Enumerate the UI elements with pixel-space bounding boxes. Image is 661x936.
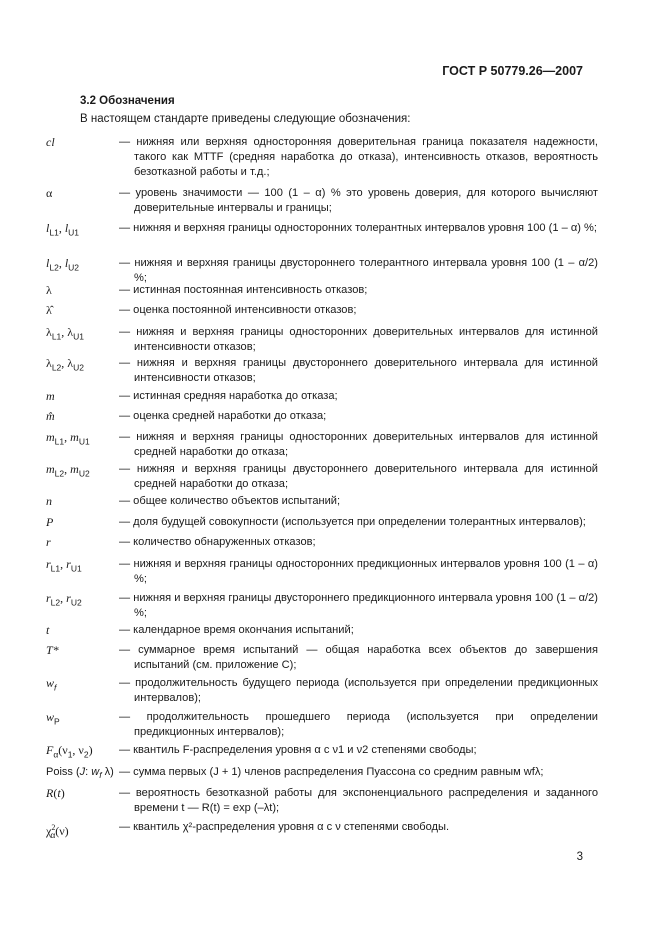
definition-text: — общее количество объектов испытаний; [119,495,341,507]
definition-symbol: $m_{L1}$, $m_{U1}$ [46,430,90,447]
definition-text: — нижняя и верхняя границы двустороннего доверительного интервала для истинной средней наработки до отказа; [119,463,598,490]
definition-text: — количество обнаруженных отказов; [119,536,316,548]
definition-symbol: λ̂ [46,303,52,317]
definition-text: — продолжительность будущего периода (используется при определении предикционных интервалов); [119,677,598,704]
definition-symbol: $\lambda_{L1}$, $\lambda_{U1}$ [46,325,84,342]
definition-text: — квантиль χ²-распределения уровня α с ν степенями свободы. [119,821,450,833]
definition-symbol: $\lambda_{L2}$, $\lambda_{U2}$ [46,356,84,373]
definition-symbol: r [46,535,51,549]
definition-text: — нижняя и верхняя границы односторонних предикционных интервалов уровня 100 (1 – α) %; [119,558,598,585]
definition-symbol: cl [46,135,55,149]
definition-symbol: P [46,515,54,529]
definition-symbol: $w_P$ [46,710,60,727]
definition-symbol: m̂ [46,409,55,423]
definition-text: — оценка средней наработки до отказа; [119,410,327,422]
definition-symbol: $m_{L2}$, $m_{U2}$ [46,462,90,479]
definition-symbol: $r_{L2}$, $r_{U2}$ [46,591,82,608]
definition-symbol: $l_{L2}$, $l_{U2}$ [46,256,80,273]
definition-text: — вероятность безотказной работы для экспоненциального распределения и заданного времени t — R(t) = exp (–λt); [119,787,598,814]
definition-symbol: m [46,389,55,403]
definition-symbol: T* [46,643,59,657]
definition-text: — уровень значимости — 100 (1 – α) % это уровень доверия, для которого вычисляют доверительные интервалы и границы; [119,187,598,214]
definition-text: — нижняя и верхняя границы односторонних доверительных интервалов для истинной интенсивности отказов; [119,326,598,353]
definition-text: — календарное время окончания испытаний; [119,624,354,636]
definition-text: — квантиль F-распределения уровня α с ν1 и ν2 степенями свободы; [119,744,477,756]
definition-text: — оценка постоянной интенсивности отказов; [119,304,357,316]
definition-symbol: R(t) [46,786,65,800]
page-number: 3 [576,851,583,863]
definition-text: — нижняя и верхняя границы двустороннего доверительного интервала для истинной интенсивности отказов; [119,357,598,384]
definition-symbol: $w_f$ [46,676,57,693]
section-title: 3.2 Обозначения [80,95,175,107]
definition-symbol: Poiss (J: $w_f$ λ) [46,766,114,781]
definition-symbol: t [46,623,50,637]
definition-text: — доля будущей совокупности (используется при определении толерантных интервалов); [119,516,586,528]
definition-symbol: $l_{L1}$, $l_{U1}$ [46,221,80,238]
definition-text: — истинная постоянная интенсивность отказов; [119,284,368,296]
definition-text: — нижняя и верхняя границы двустороннего толерантного интервала уровня 100 (1 – α/2) %; [119,257,598,284]
definition-text: — суммарное время испытаний — общая наработка всех объектов до завершения испытаний (см. приложение С); [119,644,598,671]
definition-symbol: n [46,494,52,508]
document-id: ГОСТ Р 50779.26—2007 [442,64,583,78]
definition-text: — нижняя и верхняя границы односторонних толерантных интервалов уровня 100 (1 – α) %; [119,222,597,234]
definition-text: — нижняя и верхняя границы двустороннего предикционного интервала уровня 100 (1 – α/2) %; [119,592,598,619]
definition-symbol: $\chi^2_\alpha(\nu)$ [46,823,69,841]
definition-text: — сумма первых (J + 1) членов распределения Пуассона со средним равным wfλ; [119,766,544,778]
definition-text: — нижняя и верхняя границы односторонних доверительных интервалов для истинной средней наработки до отказа; [119,431,598,458]
definition-symbol: λ [46,283,52,297]
definition-symbol: $r_{L1}$, $r_{U1}$ [46,557,82,574]
definition-symbol: $F_\alpha(\nu_1$, $\nu_2$) [46,743,93,760]
definition-text: — истинная средняя наработка до отказа; [119,390,338,402]
definition-text: — продолжительность прошедшего периода (используется при определении предикционных интервалов); [119,711,598,738]
definition-symbol: α [46,186,53,200]
definition-text: — нижняя или верхняя односторонняя доверительная граница показателя надежности, такого как MTTF (средняя наработка до отказа), интенсивность отказов, вероятность безотказной работы и т.д.; [119,136,598,178]
section-intro: В настоящем стандарте приведены следующие обозначения: [80,113,411,125]
